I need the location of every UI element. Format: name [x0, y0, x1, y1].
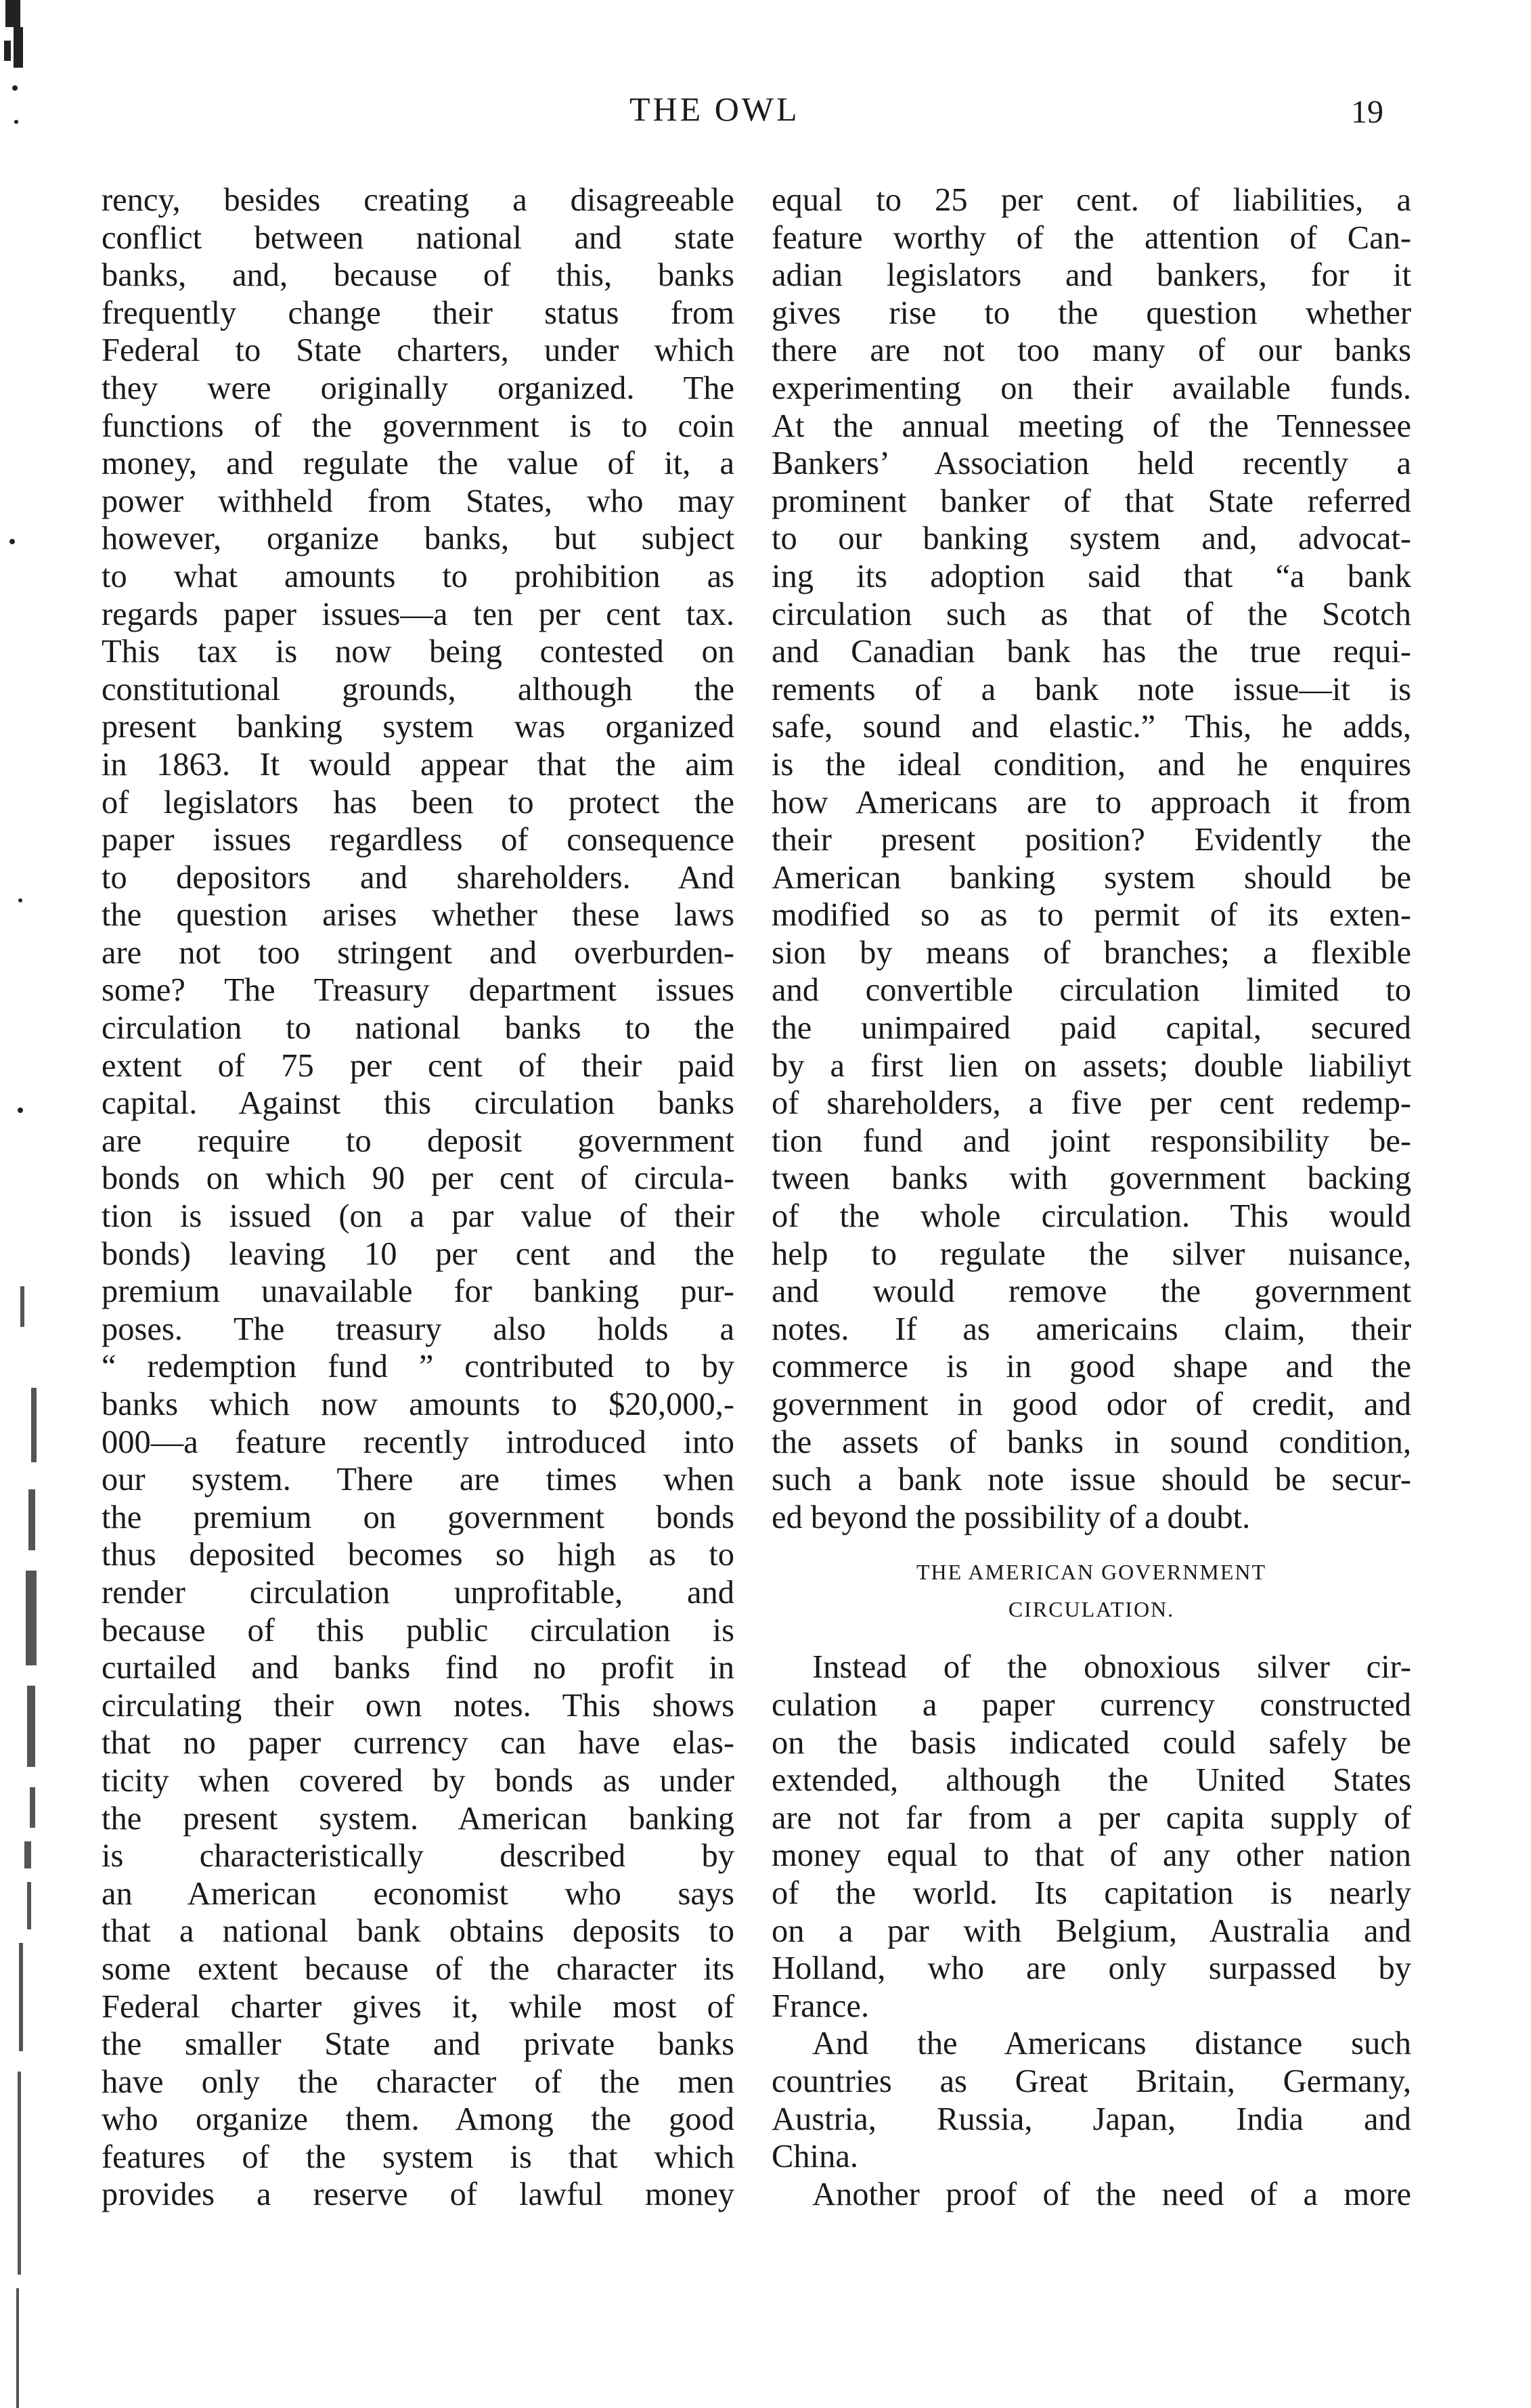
text-line: and would remove the government: [772, 1273, 1411, 1310]
text-line: Instead of the obnoxious silver cir-: [812, 1649, 1411, 1686]
text-line: our system. There are times when: [102, 1462, 734, 1498]
text-line: bonds) leaving 10 per cent and the: [102, 1235, 734, 1272]
left-column: [102, 181, 734, 2214]
right-column: [772, 181, 1411, 2213]
text-line: on a par with Belgium, Australia and: [772, 1912, 1411, 1949]
text-line: on the basis indicated could safely be: [772, 1724, 1411, 1761]
text-line: thus deposited becomes so high as to: [102, 1537, 734, 1573]
running-header: [0, 89, 1531, 137]
text-line: Federal to State charters, under which: [102, 332, 734, 369]
scanned-page-edge: [0, 0, 61, 2408]
text-line: 000—a feature recently introduced into: [102, 1424, 734, 1460]
text-line: of legislators has been to protect the: [102, 784, 734, 820]
text-line: money equal to that of any other nation: [772, 1837, 1411, 1874]
text-line: curtailed and banks find no profit in: [102, 1650, 734, 1686]
text-line: Bankers’ Association held recently a: [772, 445, 1411, 482]
text-line: circulation to national banks to the: [102, 1010, 734, 1047]
text-line: some extent because of the character its: [102, 1950, 734, 1987]
text-line: extent of 75 per cent of their paid: [102, 1047, 734, 1084]
text-line: the assets of banks in sound condition,: [772, 1424, 1411, 1460]
text-line: have only the character of the men: [102, 2063, 734, 2100]
text-line: This tax is now being contested on: [102, 634, 734, 670]
text-line: power withheld from States, who may: [102, 483, 734, 519]
text-line: Austria, Russia, Japan, India and: [772, 2101, 1411, 2137]
text-line: tion fund and joint responsibility be-: [772, 1122, 1411, 1159]
text-line: there are not too many of our banks: [772, 332, 1411, 369]
text-line: in 1863. It would appear that the aim: [102, 746, 734, 783]
text-line: some? The Treasury department issues: [102, 972, 734, 1009]
journal-title: THE OWL: [629, 90, 800, 128]
text-line: government in good odor of credit, and: [772, 1386, 1411, 1422]
text-line: present banking system was organized: [102, 709, 734, 745]
text-line: who organize them. Among the good: [102, 2101, 734, 2138]
text-line: however, organize banks, but subject: [102, 521, 734, 557]
text-line: an American economist who says: [102, 1875, 734, 1912]
text-line: bonds on which 90 per cent of circula-: [102, 1160, 734, 1197]
text-line: are not too stringent and overburden-: [102, 934, 734, 971]
text-line: they were originally organized. The: [102, 370, 734, 406]
text-line: of the whole circulation. This would: [772, 1198, 1411, 1235]
text-line: extended, although the United States: [772, 1762, 1411, 1799]
page-number: 19: [1351, 94, 1383, 130]
text-line: sion by means of branches; a flexible: [772, 934, 1411, 971]
text-line: and convertible circulation limited to: [772, 972, 1411, 1009]
text-line: to what amounts to prohibition as: [102, 558, 734, 594]
text-line: of shareholders, a five per cent redemp-: [772, 1085, 1411, 1122]
text-line: capital. Against this circulation banks: [102, 1085, 734, 1122]
text-line: regards paper issues—a ten per cent tax.: [102, 596, 734, 632]
text-line: that a national bank obtains deposits to: [102, 1913, 734, 1950]
text-line: the present system. American banking: [102, 1800, 734, 1837]
text-line: conflict between national and state: [102, 219, 734, 256]
text-line: Holland, who are only surpassed by: [772, 1950, 1411, 1987]
text-line: safe, sound and elastic.” This, he adds,: [772, 709, 1411, 745]
text-line: circulating their own notes. This shows: [102, 1687, 734, 1724]
text-line: China.: [772, 2139, 858, 2175]
text-line: At the annual meeting of the Tennessee: [772, 408, 1411, 444]
text-line: are require to deposit government: [102, 1122, 734, 1159]
text-line: paper issues regardless of consequence: [102, 822, 734, 858]
text-line: such a bank note issue should be secur-: [772, 1462, 1411, 1498]
text-line: Federal charter gives it, while most of: [102, 1988, 734, 2025]
text-line: modified so as to permit of its exten-: [772, 897, 1411, 934]
text-line: commerce is in good shape and the: [772, 1349, 1411, 1385]
text-line: gives rise to the question whether: [772, 294, 1411, 331]
text-line: countries as Great Britain, Germany,: [772, 2063, 1411, 2099]
text-line: ing its adoption said that “a bank: [772, 558, 1411, 594]
text-line: frequently change their status from: [102, 294, 734, 331]
text-line: the question arises whether these laws: [102, 897, 734, 934]
text-line: Another proof of the need of a more: [812, 2176, 1411, 2212]
text-line: feature worthy of the attention of Can-: [772, 219, 1411, 256]
text-line: tion is issued (on a par value of their: [102, 1198, 734, 1235]
text-line: that no paper currency can have elas-: [102, 1725, 734, 1761]
text-line: poses. The treasury also holds a: [102, 1311, 734, 1347]
text-line: premium unavailable for banking pur-: [102, 1273, 734, 1310]
text-line: functions of the government is to coin: [102, 408, 734, 444]
text-line: constitutional grounds, although the: [102, 671, 734, 707]
text-line: ed beyond the possibility of a doubt.: [772, 1499, 1251, 1535]
section-heading-continued: CIRCULATION.: [1008, 1597, 1175, 1622]
text-line: rements of a bank note issue—it is: [772, 671, 1411, 707]
text-line: culation a paper currency constructed: [772, 1686, 1411, 1723]
text-line: banks which now amounts to $20,000,-: [102, 1386, 734, 1422]
text-line: money, and regulate the value of it, a: [102, 445, 734, 482]
text-line: experimenting on their available funds.: [772, 370, 1411, 406]
text-line: rency, besides creating a disagreeable: [102, 182, 734, 218]
text-line: banks, and, because of this, banks: [102, 257, 734, 294]
text-line: prominent banker of that State referred: [772, 483, 1411, 519]
text-line: American banking system should be: [772, 859, 1411, 896]
text-line: ticity when covered by bonds as under: [102, 1762, 734, 1799]
text-line: because of this public circulation is: [102, 1612, 734, 1648]
text-line: tween banks with government backing: [772, 1160, 1411, 1197]
text-line: to our banking system and, advocat-: [772, 521, 1411, 557]
text-line: and Canadian bank has the true requi-: [772, 634, 1411, 670]
text-line: And the Americans distance such: [812, 2026, 1411, 2062]
text-line: to depositors and shareholders. And: [102, 859, 734, 896]
text-line: circulation such as that of the Scotch: [772, 596, 1411, 632]
text-line: is characteristically described by: [102, 1838, 734, 1875]
text-line: by a first lien on assets; double liabiliyt: [772, 1047, 1411, 1084]
text-line: help to regulate the silver nuisance,: [772, 1235, 1411, 1272]
text-line: of the world. Its capitation is nearly: [772, 1875, 1411, 1911]
text-line: adian legislators and bankers, for it: [772, 257, 1411, 294]
section-heading: THE AMERICAN GOVERNMENT: [916, 1560, 1267, 1585]
text-line: their present position? Evidently the: [772, 822, 1411, 858]
text-line: notes. If as americains claim, their: [772, 1311, 1411, 1347]
text-line: how Americans are to approach it from: [772, 784, 1411, 820]
text-line: features of the system is that which: [102, 2139, 734, 2175]
text-line: the premium on government bonds: [102, 1499, 734, 1535]
text-line: the unimpaired paid capital, secured: [772, 1010, 1411, 1047]
text-line: France.: [772, 1988, 870, 2024]
text-line: is the ideal condition, and he enquires: [772, 746, 1411, 783]
text-line: equal to 25 per cent. of liabilities, a: [772, 182, 1411, 218]
text-line: are not far from a per capita supply of: [772, 1799, 1411, 1836]
text-line: “ redemption fund ” contributed to by: [102, 1349, 734, 1385]
text-line: the smaller State and private banks: [102, 2026, 734, 2063]
text-line: render circulation unprofitable, and: [102, 1574, 734, 1611]
text-line: provides a reserve of lawful money: [102, 2176, 734, 2213]
